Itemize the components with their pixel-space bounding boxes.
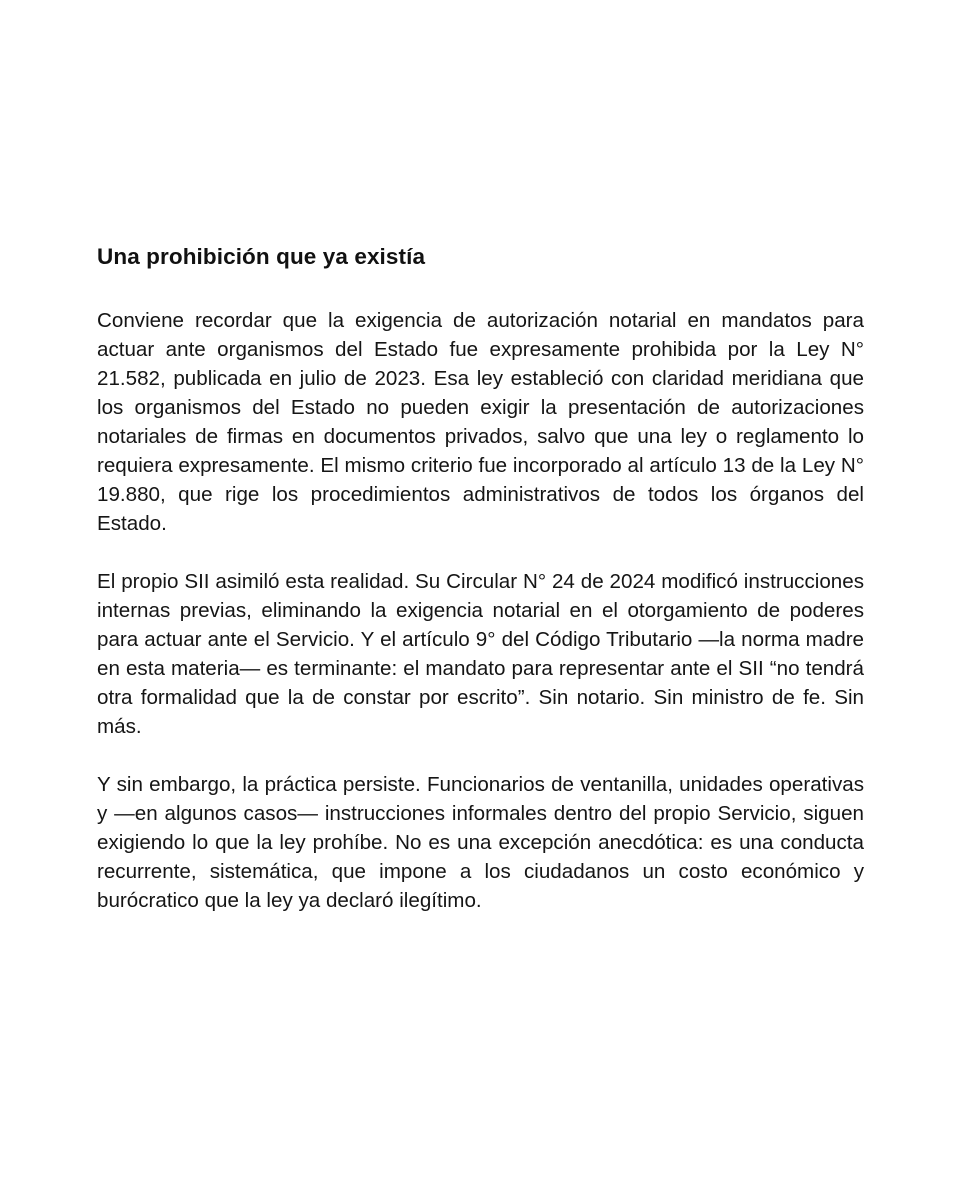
paragraph-ley-21582: Conviene recordar que la exigencia de autorización notarial en mandatos para actuar ante organismos del Estado fue expresamente prohibida por la Ley N° 21.582, publicada en julio de 2023. Esa ley estableció con claridad meridiana que los organismos del Estado no pueden exigir la presentación de autorizaciones notariales de firmas en documentos privados, salvo que una ley o reglamento lo requiera expresamente. El mismo criterio fue incorporado al artículo 13 de la Ley N° 19.880, que rige los procedimientos administrativos de todos los órganos del Estado. [97, 309, 864, 535]
article-body [97, 238, 864, 915]
paragraph-practica-persiste: Y sin embargo, la práctica persiste. Funcionarios de ventanilla, unidades operativas y —en algunos casos— instrucciones informales dentro del propio Servicio, siguen exigiendo lo que la ley prohíbe. No es una excepción anecdótica: es una conducta recurrente, sistemática, que impone a los ciudadanos un costo económico y burócratico que la ley ya declaró ilegítimo. [97, 773, 864, 912]
section-heading: Una prohibición que ya existía [97, 244, 426, 269]
paragraph-circular-sii: El propio SII asimiló esta realidad. Su Circular N° 24 de 2024 modificó instrucciones internas previas, eliminando la exigencia notarial en el otorgamiento de poderes para actuar ante el Servicio. Y el artículo 9° del Código Tributario —la norma madre en esta materia— es terminante: el mandato para representar ante el SII “no tendrá otra formalidad que la de constar por escrito”. Sin notario. Sin ministro de fe. Sin más. [97, 570, 864, 738]
